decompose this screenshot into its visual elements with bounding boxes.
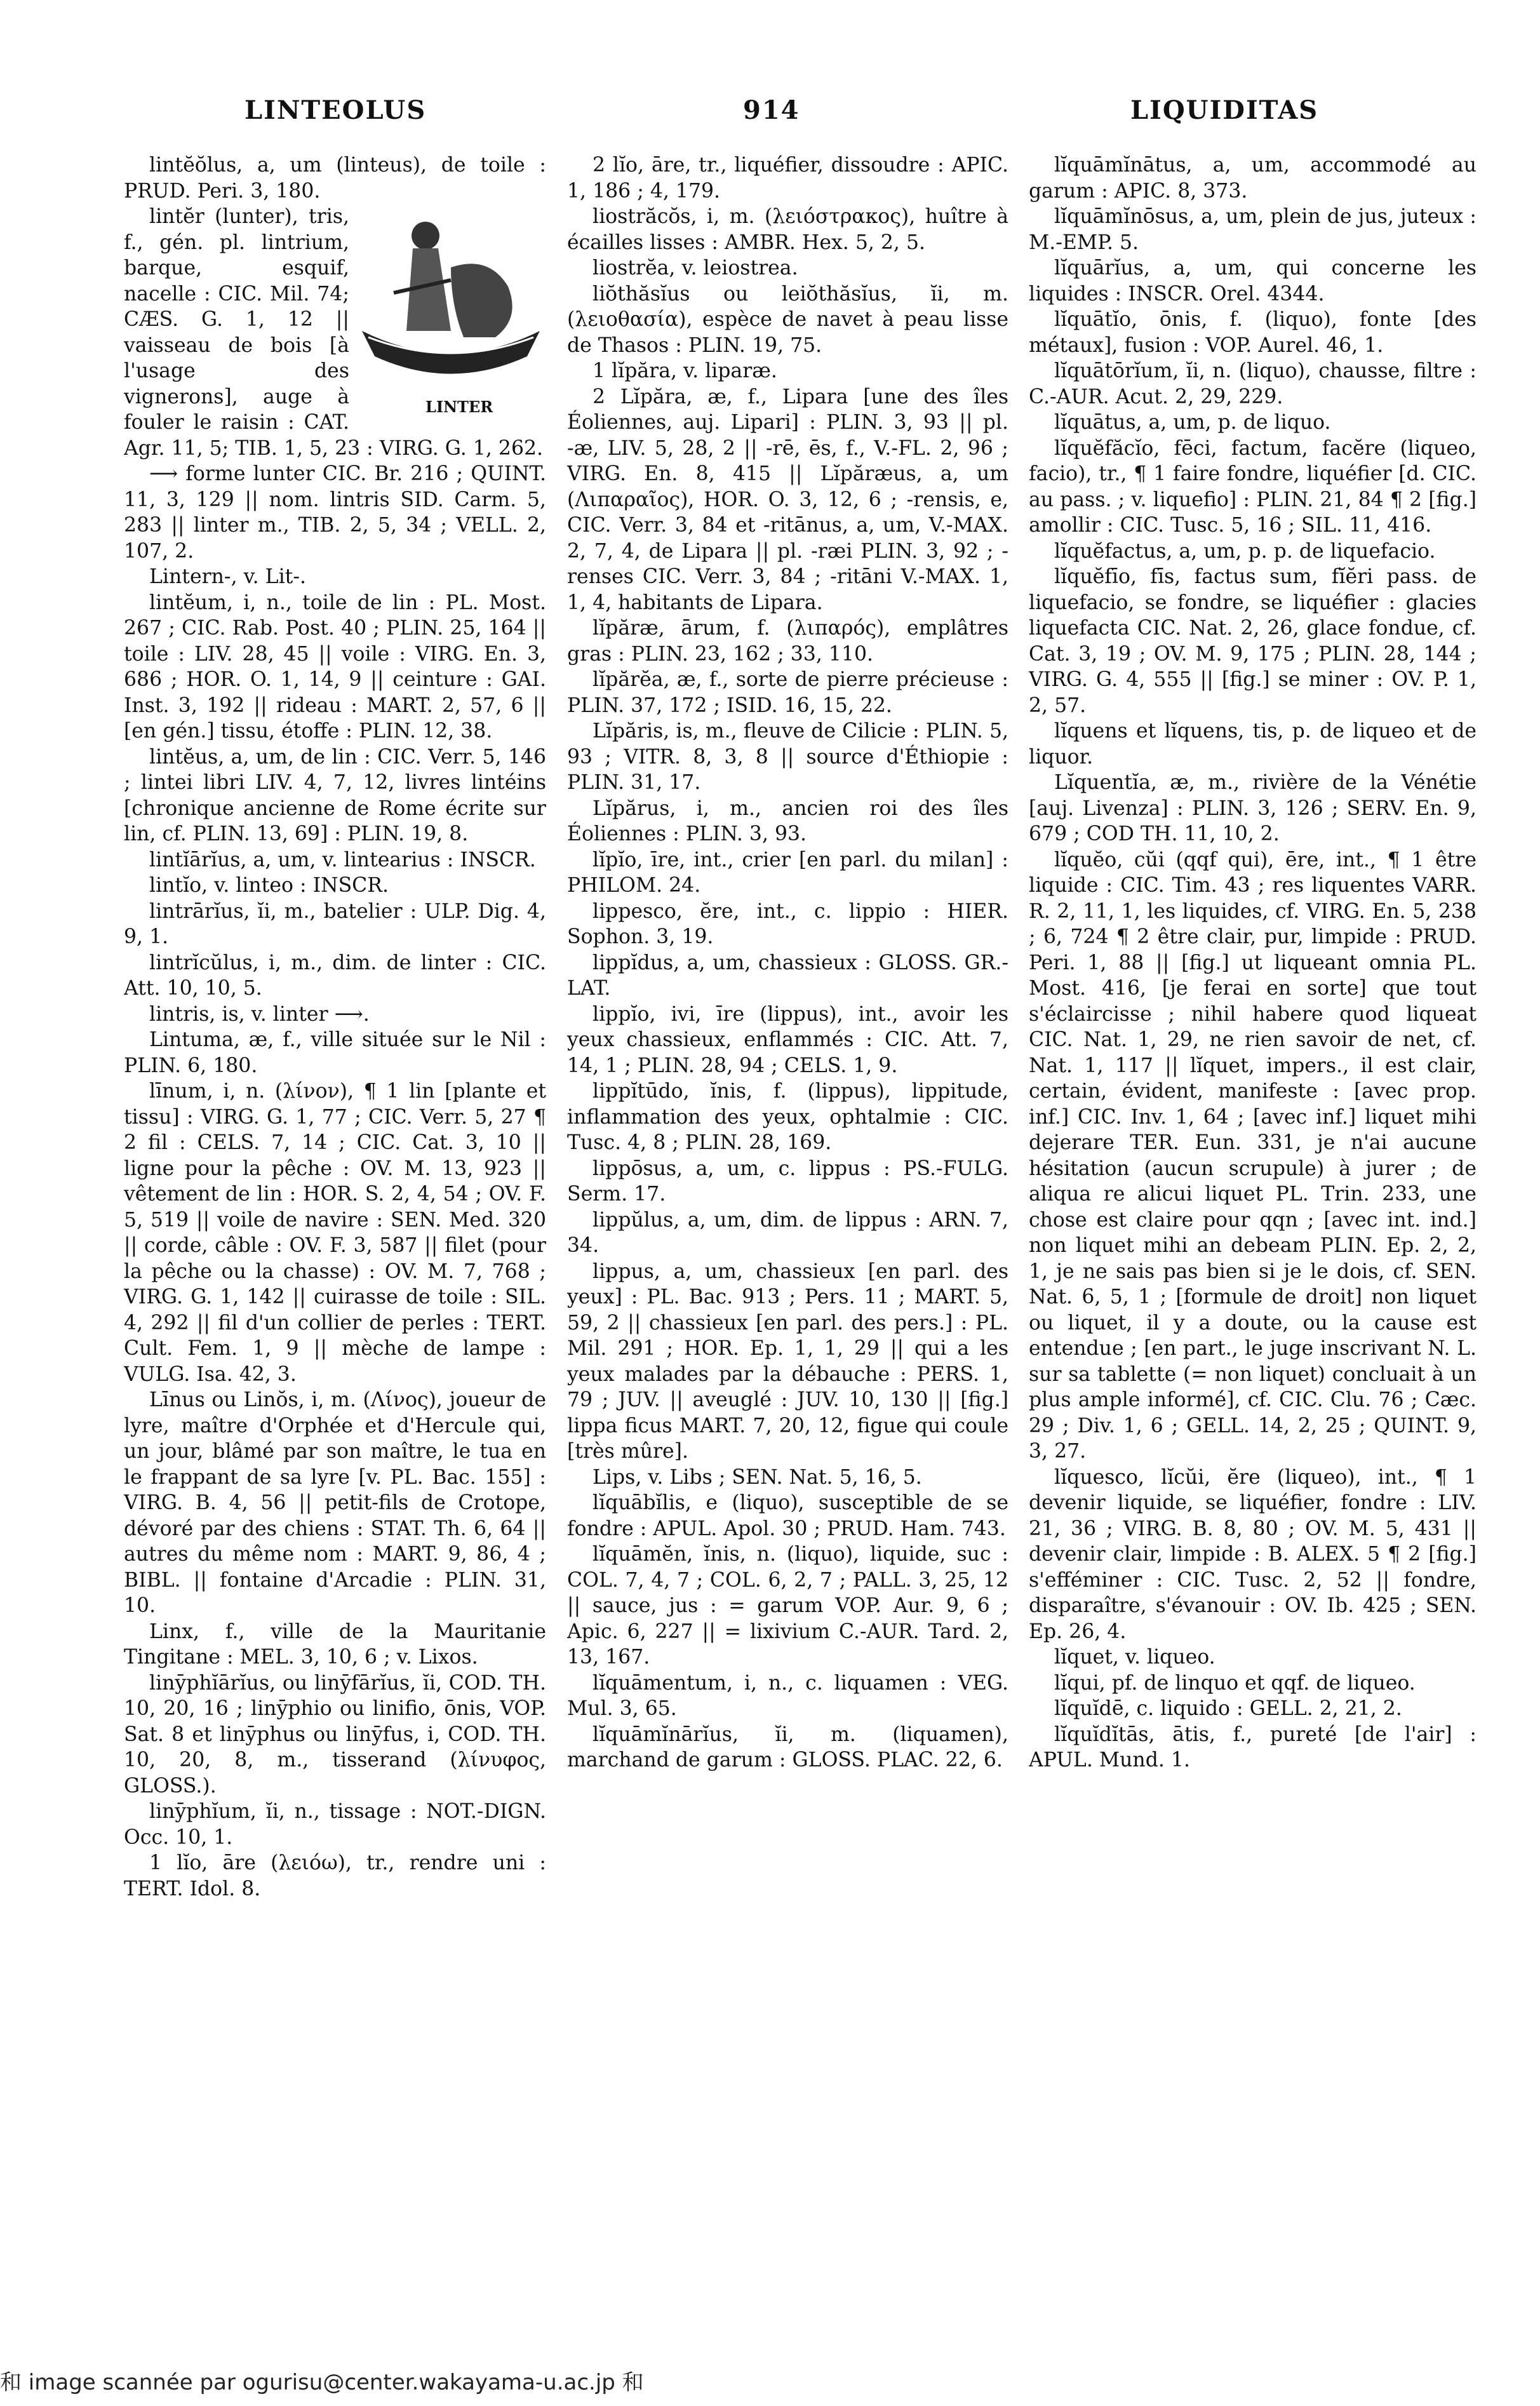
page-number: 914	[743, 95, 800, 125]
scan-credit-footer: 和 image scannée par ogurisu@center.wakayama-u.ac.jp 和	[0, 2370, 644, 2395]
dictionary-entry: lĭpĭo, īre, int., crier [en parl. du milan] : PHILOM. 24.	[567, 848, 1008, 897]
dictionary-entry: ⟶ forme lunter CIC. Br. 216 ; QUINT. 11, 3, 129 || nom. lintris SID. Carm. 5, 283 || linter m., TIB. 2, 5, 34 ; VELL. 2, 107, 2.	[124, 462, 546, 563]
dictionary-entry: lĭquārĭus, a, um, qui concerne les liquides : INSCR. Orel. 4344.	[1029, 257, 1476, 306]
dictionary-entry: lippĭo, ivi, īre (lippus), int., avoir les yeux chassieux, enflammés : CIC. Att. 7, 14, 1 ; PLIN. 28, 94 ; CELS. 1, 9.	[567, 1002, 1008, 1077]
dictionary-entry: lintĕum, i, n., toile de lin : PL. Most. 267 ; CIC. Rab. Post. 40 ; PLIN. 25, 164 || toile : LIV. 28, 45 || voile : VIRG. En. 3, 686 ; HOR. O. 1, 14, 9 || ceinture : GAI. Inst. 3, 192 || rideau : MART. 2, 57, 6 || [en gén.] tissu, étoffe : PLIN. 12, 38.	[124, 591, 546, 743]
running-head-right: LIQUIDITAS	[1130, 95, 1319, 125]
dictionary-entry: lĭquāmĭnōsus, a, um, plein de jus, juteux : M.-EMP. 5.	[1029, 205, 1476, 254]
dictionary-entry: linȳphĭārĭus, ou linȳfārĭus, ĭi, COD. TH. 10, 20, 16 ; linȳphio ou linifio, ōnis, VOP. Sat. 8 et linȳphus ou linȳfus, i, COD. TH. 10, 20, 8, m., tisserand (λίνυφος, GLOSS.).	[124, 1671, 546, 1798]
dictionary-entry: Līnus ou Linŏs, i, m. (Λίνος), joueur de lyre, maître d'Orphée et d'Hercule qui, un jour, blâmé par son maître, le tua en le frappant de sa lyre [v. PL. Bac. 155] : VIRG. B. 4, 56 || petit-fils de Crotope, dévoré par des chiens : STAT. Th. 6, 64 || autres du même nom : MART. 9, 86, 4 ; BIBL. || fontaine d'Arcadie : PLIN. 31, 10.	[124, 1388, 546, 1617]
dictionary-entry: lĭquesco, lĭcŭi, ĕre (liqueo), int., ¶ 1 devenir liquide, se liquéfier, fondre : LIV. 21, 36 ; VIRG. B. 8, 80 ; OV. M. 5, 431 || devenir clair, limpide : B. ALEX. 5 ¶ 2 [fig.] s'efféminer : CIC. Tusc. 2, 52 || fondre, disparaître, s'évanouir : OV. Ib. 425 ; SEN. Ep. 26, 4.	[1029, 1465, 1476, 1643]
dictionary-entry: liostrăcŏs, i, m. (λειόστρακος), huître à écailles lisses : AMBR. Hex. 5, 2, 5.	[567, 205, 1008, 254]
dictionary-entry: lĭquābĭlis, e (liquo), susceptible de se fondre : APUL. Apol. 30 ; PRUD. Ham. 743.	[567, 1491, 1008, 1540]
dictionary-entry: līnum, i, n. (λίνον), ¶ 1 lin [plante et tissu] : VIRG. G. 1, 77 ; CIC. Verr. 5, 27 ¶ 2 fil : CELS. 7, 14 ; CIC. Cat. 3, 10 || ligne pour la pêche : OV. M. 13, 923 || vêtement de lin : HOR. S. 2, 4, 54 ; OV. F. 5, 519 || voile de navire : SEN. Med. 320 || corde, câble : OV. F. 3, 587 || filet (pour la pêche ou la chasse) : OV. M. 7, 768 ; VIRG. G. 1, 142 || cuirasse de toile : SIL. 4, 292 || fil d'un collier de perles : TERT. Cult. Fem. 1, 9 || mèche de lampe : VULG. Isa. 42, 3.	[124, 1080, 546, 1386]
dictionary-entry: lippŭlus, a, um, dim. de lippus : ARN. 7, 34.	[567, 1208, 1008, 1257]
dictionary-entry: 2 lĭo, āre, tr., liquéfier, dissoudre : APIC. 1, 186 ; 4, 179.	[567, 154, 1008, 203]
column-3	[1029, 152, 1476, 2298]
dictionary-entry: lĭquāmĭnātus, a, um, accommodé au garum : APIC. 8, 373.	[1029, 154, 1476, 203]
dictionary-entry: lippesco, ĕre, int., c. lippio : HIER. Sophon. 3, 19.	[567, 899, 1008, 948]
dictionary-entry: linȳphĭum, ĭi, n., tissage : NOT.-DIGN. Occ. 10, 1.	[124, 1800, 546, 1849]
dictionary-entry: lintĕŏlus, a, um (linteus), de toile : PRUD. Peri. 3, 180.	[124, 154, 546, 203]
dictionary-entry: lĭquens et lĭquens, tis, p. de liqueo et de liquor.	[1029, 720, 1476, 769]
dictionary-entry: Lĭquentĭa, æ, m., rivière de la Vénétie [auj. Livenza] : PLIN. 3, 126 ; SERV. En. 9, 679 ; COD TH. 11, 10, 2.	[1029, 771, 1476, 845]
dictionary-entry: lĭquātōrĭum, ĭi, n. (liquo), chausse, filtre : C.-AUR. Acut. 2, 29, 229.	[1029, 360, 1476, 408]
dictionary-entry: lippĭdus, a, um, chassieux : GLOSS. GR.-LAT.	[567, 951, 1008, 1000]
column-1	[124, 152, 546, 2298]
dictionary-entry: Lĭpărus, i, m., ancien roi des îles Éoliennes : PLIN. 3, 93.	[567, 796, 1008, 845]
dictionary-entry: lintĭārĭus, a, um, v. lintearius : INSCR.	[149, 848, 536, 871]
dictionary-entry: lintĭo, v. linteo : INSCR.	[149, 874, 389, 897]
dictionary-entry: 1 lĭpăra, v. liparæ.	[593, 360, 777, 382]
dictionary-entry: lĭquĕfactus, a, um, p. p. de liquefacio.	[1054, 539, 1436, 563]
dictionary-entry: liŏthăsĭus ou leiŏthăsĭus, ĭi, m. (λειοθασία), espèce de navet à peau lisse de Thasos : PLIN. 19, 75.	[567, 282, 1008, 357]
dictionary-entry: lĭqui, pf. de linquo et qqf. de liqueo.	[1054, 1671, 1416, 1695]
dictionary-entry: lĭquĭdē, c. liquido : GELL. 2, 21, 2.	[1054, 1697, 1402, 1720]
dictionary-entry: lĭquāmentum, i, n., c. liquamen : VEG. Mul. 3, 65.	[567, 1671, 1008, 1720]
dictionary-entry: Lintuma, æ, f., ville située sur le Nil : PLIN. 6, 180.	[124, 1028, 546, 1077]
linter-illustration	[356, 210, 546, 420]
dictionary-entry: lippōsus, a, um, c. lippus : PS.-FULG. Serm. 17.	[567, 1157, 1008, 1206]
running-head-left: LINTEOLUS	[244, 95, 427, 125]
dictionary-entry: Linx, f., ville de la Mauritanie Tingitane : MEL. 3, 10, 6 ; v. Lixos.	[124, 1620, 546, 1669]
dictionary-entry: 2 Lĭpăra, æ, f., Lipara [une des îles Éoliennes, auj. Lipari] : PLIN. 3, 93 || pl. -æ, LIV. 5, 28, 2 || -rē, ēs, f., V.-FL. 2, 96 ; VIRG. En. 8, 415 || Lĭpăræus, a, um (Λιπαραῖος), HOR. O. 3, 12, 6 ; -rensis, e, CIC. Verr. 3, 84 et -ritānus, a, um, V.-MAX. 2, 7, 4, de Lipara || pl. -ræi PLIN. 3, 92 ; -renses CIC. Verr. 3, 84 ; -ritāni V.-MAX. 1, 1, 4, habitants de Lipara.	[567, 385, 1008, 614]
dictionary-entry: Lintern-, v. Lit-.	[149, 565, 306, 588]
dictionary-entry: lĭquet, v. liqueo.	[1054, 1646, 1215, 1669]
dictionary-entry: lĭquāmĕn, ĭnis, n. (liquo), liquide, suc : COL. 7, 4, 7 ; COL. 6, 2, 7 ; PALL. 3, 25, 12 || sauce, jus : = garum VOP. Aur. 9, 6 ; Apic. 6, 227 || = lixivium C.-AUR. Tard. 2, 13, 167.	[567, 1543, 1008, 1669]
dictionary-entry: liostrĕa, v. leiostrea.	[593, 257, 798, 279]
dictionary-entry: lĭpărĕa, æ, f., sorte de pierre précieuse : PLIN. 37, 172 ; ISID. 16, 15, 22.	[567, 668, 1008, 717]
dictionary-entry: lintĕus, a, um, de lin : CIC. Verr. 5, 146 ; lintei libri LIV. 4, 7, 12, livres lintéins [chronique ancienne de Rome écrite sur lin, cf. PLIN. 13, 69] : PLIN. 19, 8.	[124, 745, 546, 845]
dictionary-entry: Lips, v. Libs ; SEN. Nat. 5, 16, 5.	[593, 1465, 922, 1489]
dictionary-entry: lintĕr (lunter), tris, f., gén. pl. lintrium, barque, esquif, nacelle : CIC. Mil. 74; CÆS. G. 1, 12 || vaisseau de bois [à l'usage des vignerons], auge à fouler le raisin : CAT. Agr. 11, 5; TIB. 1, 5, 23 : VIRG. G. 1, 262.	[124, 205, 544, 460]
dictionary-entry: lĭquātus, a, um, p. de liquo.	[1054, 411, 1331, 434]
dictionary-entry: lĭquĕfăcĭo, fēci, factum, facĕre (liqueo, facio), tr., ¶ 1 faire fondre, liquéfier [d. CIC. au pass. ; v. liquefio] : PLIN. 21, 84 ¶ 2 [fig.] amollir : CIC. Tusc. 5, 16 ; SIL. 11, 416.	[1029, 436, 1476, 537]
dictionary-entry: lintrārĭus, ĭi, m., batelier : ULP. Dig. 4, 9, 1.	[124, 899, 546, 948]
dictionary-entry: 1 lĭo, āre (λειόω), tr., rendre uni : TERT. Idol. 8.	[124, 1852, 546, 1900]
column-2	[567, 152, 1008, 2298]
dictionary-entry: lippĭtūdo, ĭnis, f. (lippus), lippitude, inflammation des yeux, ophtalmie : CIC. Tusc. 4, 8 ; PLIN. 28, 169.	[567, 1080, 1008, 1154]
dictionary-entry: Lĭpăris, is, m., fleuve de Cilicie : PLIN. 5, 93 ; VITR. 8, 3, 8 || source d'Éthiopie : PLIN. 31, 17.	[567, 720, 1008, 794]
dictionary-entry: lĭpăræ, ārum, f. (λιπαρός), emplâtres gras : PLIN. 23, 162 ; 33, 110.	[567, 617, 1008, 666]
figure-caption: LINTER	[425, 397, 493, 416]
dictionary-entry: lĭquĭdĭtās, ātis, f., pureté [de l'air] : APUL. Mund. 1.	[1029, 1723, 1476, 1771]
dictionary-entry: lĭquĕo, cŭi (qqf qui), ēre, int., ¶ 1 être liquide : CIC. Tim. 43 ; res liquentes VARR. R. 2, 11, 1, les liquides, cf. VIRG. En. 5, 238 ; 6, 724 ¶ 2 être clair, pur, limpide : PRUD. Peri. 1, 88 || [fig.] ut liqueant omnia PL. Most. 416, [je ferai en sorte] que tout s'éclaircisse ; nihil habere quod liqueat CIC. Nat. 1, 29, ne rien savoir de net, cf. Nat. 1, 117 || lĭquet, impers., il est clair, certain, évident, manifeste : [avec prop. inf.] CIC. Inv. 1, 64 ; [avec inf.] liquet mihi dejerare TER. Eun. 331, je n'ai aucune hésitation (aucun scrupule) à jurer ; de aliqua re alicui liquet PL. Trin. 233, une chose est claire pour qqn ; [avec int. ind.] non liquet mihi an debeam PLIN. Ep. 2, 2, 1, je ne sais pas bien si je le dois, cf. SEN. Nat. 6, 5, 1 ; [formule de droit] non liquet ou liquet, il y a doute, ou la cause est entendue ; [en part., le juge inscrivant N. L. sur sa tablette (= non liquet) concluait à un plus ample informé], cf. CIC. Clu. 76 ; Cæc. 29 ; Div. 1, 6 ; GELL. 14, 2, 25 ; QUINT. 9, 3, 27.	[1029, 848, 1476, 1463]
dictionary-entry: lĭquĕfīo, fīs, factus sum, fĭĕri pass. de liquefacio, se fondre, se liquéfier : glacies liquefacta CIC. Nat. 2, 26, glace fondue, cf. Cat. 3, 19 ; OV. M. 9, 175 ; PLIN. 28, 144 ; VIRG. G. 4, 555 || [fig.] se miner : OV. P. 1, 2, 57.	[1029, 565, 1476, 717]
boat-drawing	[356, 210, 546, 401]
dictionary-entry: lippus, a, um, chassieux [en parl. des yeux] : PL. Bac. 913 ; Pers. 11 ; MART. 5, 59, 2 || chassieux [en parl. des pers.] : PL. Mil. 291 ; HOR. Ep. 1, 1, 29 || qui a les yeux malades par la débauche : PERS. 1, 79 ; JUV. || aveuglé : JUV. 10, 130 || [fig.] lippa ficus MART. 7, 20, 12, figue qui coule [très mûre].	[567, 1260, 1008, 1463]
dictionary-entry: lĭquāmĭnārĭus, ĭi, m. (liquamen), marchand de garum : GLOSS. PLAC. 22, 6.	[567, 1723, 1008, 1771]
dictionary-entry: lĭquātĭo, ōnis, f. (liquo), fonte [des métaux], fusion : VOP. Aurel. 46, 1.	[1029, 308, 1476, 357]
dictionary-entry: lintrĭcŭlus, i, m., dim. de linter : CIC. Att. 10, 10, 5.	[124, 951, 546, 1000]
dictionary-entry: lintris, is, v. linter ⟶.	[149, 1002, 370, 1026]
